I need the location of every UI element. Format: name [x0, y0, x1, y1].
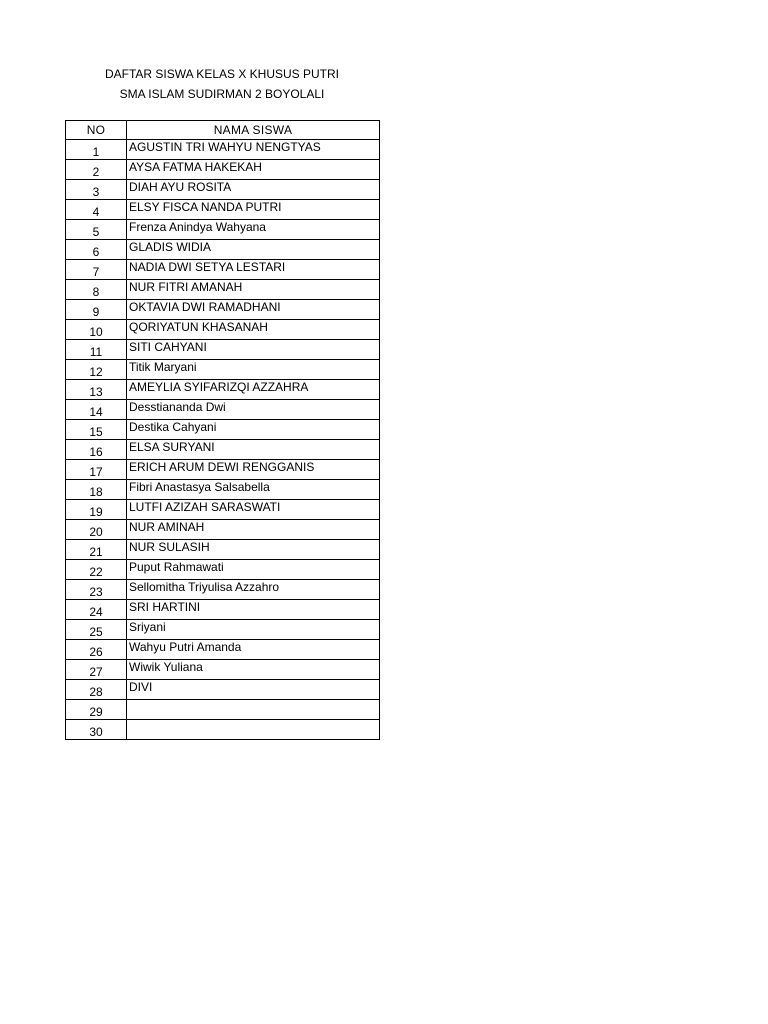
row-number: 2	[66, 160, 127, 180]
student-name: SRI HARTINI	[127, 600, 380, 620]
table-row	[66, 280, 380, 300]
table-row	[66, 380, 380, 400]
table-row	[66, 140, 380, 160]
student-name: Puput Rahmawati	[127, 560, 380, 580]
student-name: Sellomitha Triyulisa Azzahro	[127, 580, 380, 600]
row-number: 23	[66, 580, 127, 600]
document-subtitle: SMA ISLAM SUDIRMAN 2 BOYOLALI	[119, 87, 325, 101]
table-row	[66, 480, 380, 500]
row-number: 1	[66, 140, 127, 160]
row-number: 26	[66, 640, 127, 660]
student-name: AMEYLIA SYIFARIZQI AZZAHRA	[127, 380, 380, 400]
row-number: 7	[66, 260, 127, 280]
table-row	[66, 260, 380, 280]
table-row	[66, 540, 380, 560]
student-name: QORIYATUN KHASANAH	[127, 320, 380, 340]
row-number: 16	[66, 440, 127, 460]
table-row	[66, 180, 380, 200]
student-name: DIVI	[127, 680, 380, 700]
document-title: DAFTAR SISWA KELAS X KHUSUS PUTRI	[104, 67, 340, 81]
table-row	[66, 440, 380, 460]
student-name: Fibri Anastasya Salsabella	[127, 480, 380, 500]
student-name: SITI CAHYANI	[127, 340, 380, 360]
row-number: 30	[66, 720, 127, 740]
table-row	[66, 220, 380, 240]
row-number: 8	[66, 280, 127, 300]
row-number: 13	[66, 380, 127, 400]
row-number: 4	[66, 200, 127, 220]
row-number: 9	[66, 300, 127, 320]
student-name: GLADIS WIDIA	[127, 240, 380, 260]
row-number: 15	[66, 420, 127, 440]
student-name: Frenza Anindya Wahyana	[127, 220, 380, 240]
student-table	[65, 120, 380, 740]
table-row	[66, 340, 380, 360]
table-row	[66, 680, 380, 700]
row-number: 29	[66, 700, 127, 720]
table-row	[66, 160, 380, 180]
header-no: NO	[66, 121, 127, 140]
table-row	[66, 420, 380, 440]
table-header-row	[66, 121, 380, 140]
student-name: ELSY FISCA NANDA PUTRI	[127, 200, 380, 220]
row-number: 18	[66, 480, 127, 500]
row-number: 25	[66, 620, 127, 640]
table-row	[66, 240, 380, 260]
student-name: ERICH ARUM DEWI RENGGANIS	[127, 460, 380, 480]
row-number: 6	[66, 240, 127, 260]
student-name: NUR FITRI AMANAH	[127, 280, 380, 300]
table-row	[66, 640, 380, 660]
row-number: 22	[66, 560, 127, 580]
table-row	[66, 520, 380, 540]
student-name: Wiwik Yuliana	[127, 660, 380, 680]
table-row	[66, 200, 380, 220]
student-name: NUR SULASIH	[127, 540, 380, 560]
student-name: Desstiananda Dwi	[127, 400, 380, 420]
student-name: DIAH AYU ROSITA	[127, 180, 380, 200]
table-row	[66, 600, 380, 620]
row-number: 12	[66, 360, 127, 380]
row-number: 20	[66, 520, 127, 540]
row-number: 17	[66, 460, 127, 480]
student-name: AYSA FATMA HAKEKAH	[127, 160, 380, 180]
row-number: 10	[66, 320, 127, 340]
header-nama-siswa: NAMA SISWA	[127, 121, 380, 140]
row-number: 27	[66, 660, 127, 680]
student-name: LUTFI AZIZAH SARASWATI	[127, 500, 380, 520]
table-row	[66, 660, 380, 680]
row-number: 3	[66, 180, 127, 200]
table-row	[66, 400, 380, 420]
student-name	[127, 700, 380, 720]
student-name: NUR AMINAH	[127, 520, 380, 540]
table-row	[66, 500, 380, 520]
student-name: NADIA DWI SETYA LESTARI	[127, 260, 380, 280]
row-number: 24	[66, 600, 127, 620]
table-row	[66, 560, 380, 580]
row-number: 28	[66, 680, 127, 700]
table-row	[66, 320, 380, 340]
row-number: 19	[66, 500, 127, 520]
student-name: Destika Cahyani	[127, 420, 380, 440]
table-row	[66, 580, 380, 600]
table-row	[66, 700, 380, 720]
student-name: Sriyani	[127, 620, 380, 640]
table-body	[66, 140, 380, 740]
table-row	[66, 620, 380, 640]
student-name: AGUSTIN TRI WAHYU NENGTYAS	[127, 140, 380, 160]
row-number: 5	[66, 220, 127, 240]
student-name: Wahyu Putri Amanda	[127, 640, 380, 660]
table-row	[66, 460, 380, 480]
row-number: 14	[66, 400, 127, 420]
student-name	[127, 720, 380, 740]
student-name: OKTAVIA DWI RAMADHANI	[127, 300, 380, 320]
student-name: Titik Maryani	[127, 360, 380, 380]
row-number: 11	[66, 340, 127, 360]
table-row	[66, 300, 380, 320]
row-number: 21	[66, 540, 127, 560]
table-row	[66, 360, 380, 380]
student-name: ELSA SURYANI	[127, 440, 380, 460]
table-row	[66, 720, 380, 740]
